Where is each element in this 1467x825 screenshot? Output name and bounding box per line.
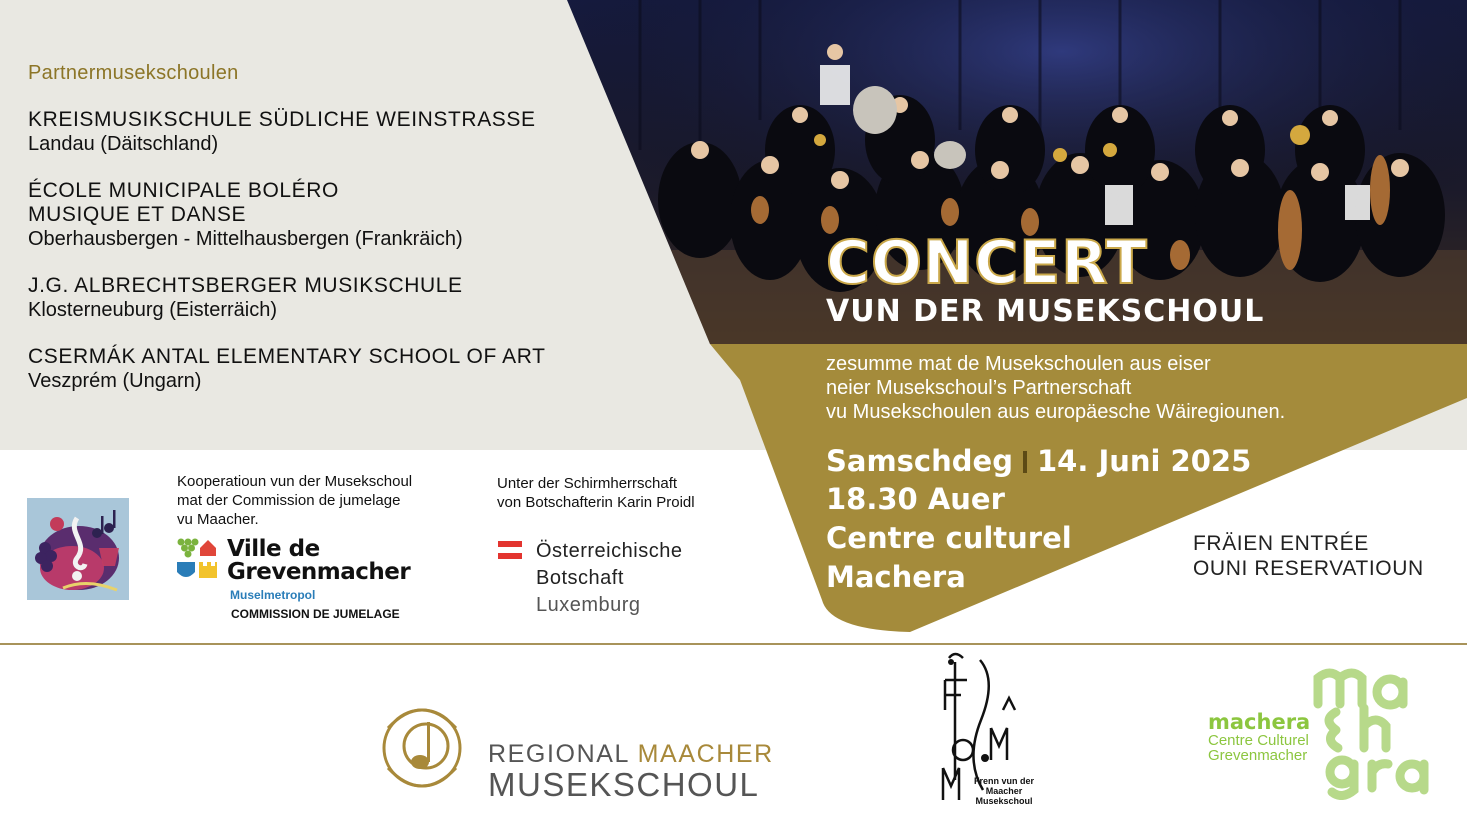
event-venue-name: Machera	[826, 560, 966, 594]
event-date	[826, 444, 1251, 478]
embassy-line: Botschaft	[536, 567, 624, 589]
partner-school	[28, 274, 608, 322]
patronage-line: Unter der Schirmherrschaft	[497, 475, 678, 492]
ville-name-line: Grevenmacher	[227, 559, 411, 585]
school-name: J.G. ALBRECHTSBERGER MUSIKSCHULE	[28, 274, 463, 297]
ffm-caption-line: Maacher	[985, 786, 1023, 796]
musekschoul-name-line2: MUSEKSCHOUL	[488, 766, 760, 803]
event-time: 18.30 Auer	[826, 482, 1005, 516]
cooperation-line: vu Maacher.	[177, 511, 259, 528]
cooperation-text	[177, 472, 412, 529]
free-entry-notice	[1193, 531, 1424, 581]
no-reservation-line: OUNI RESERVATIOUN	[1193, 557, 1424, 580]
grevenmacher-emblem-icon	[177, 538, 221, 582]
school-place: Klosterneuburg (Eisterräich)	[28, 299, 277, 321]
cooperation-line: Kooperatioun vun der Musekschoul	[177, 473, 413, 490]
date-separator	[1023, 451, 1027, 473]
school-place: Veszprém (Ungarn)	[28, 370, 202, 392]
musekschoul-name-line1	[488, 740, 774, 769]
ville-name-line: Ville de	[227, 536, 320, 562]
ffm-caption-line: Musekschoul	[975, 796, 1033, 806]
musekschoul-note-logo	[380, 688, 470, 806]
concert-title: CONCERT	[826, 228, 1148, 298]
concert-subtitle: VUN DER MUSEKSCHOUL	[826, 294, 1265, 329]
school-name: CSERMÁK ANTAL ELEMENTARY SCHOOL OF ART	[28, 345, 546, 368]
machera-wordmark	[1208, 712, 1310, 763]
embassy-line: Luxemburg	[536, 594, 641, 616]
patronage-line: von Botschafterin Karin Proidl	[497, 494, 695, 511]
rmm-word-gold: MAACHER	[637, 740, 774, 768]
ville-tagline: Muselmetropol	[230, 588, 316, 602]
ffm-caption-line: Frenn vun der	[973, 776, 1034, 786]
free-entry-line: FRÄIEN ENTRÉE	[1193, 532, 1369, 555]
ville-de-grevenmacher-logo	[177, 538, 437, 628]
description-line: zesumme mat de Musekschoulen aus eiser	[826, 353, 1211, 375]
machera-sub: Centre Culturel	[1208, 732, 1309, 749]
description-line: neier Musekschoul’s Partnerschaft	[826, 377, 1132, 399]
school-place: Landau (Däitschland)	[28, 133, 219, 155]
ville-name	[227, 538, 410, 584]
austria-flag-icon	[498, 541, 522, 559]
rmm-word: REGIONAL	[488, 740, 630, 768]
cooperation-line: mat der Commission de jumelage	[177, 492, 401, 509]
school-place: Oberhausbergen - Mittelhausbergen (Frankräich)	[28, 228, 463, 250]
partners-heading: Partnermusekschoulen	[28, 62, 239, 84]
patronage-text	[497, 474, 695, 512]
partner-schools-list	[28, 62, 608, 416]
partner-school	[28, 108, 608, 156]
event-venue: Centre culturel	[826, 521, 1072, 555]
embassy-line: Österreichische	[536, 540, 683, 562]
event-day: Samschdeg	[826, 444, 1013, 478]
machera-name: machera	[1208, 710, 1311, 734]
austrian-embassy-logo	[536, 538, 682, 619]
machera-sub: Grevenmacher	[1208, 747, 1308, 764]
event-date-value: 14. Juni 2025	[1036, 444, 1252, 478]
footer-divider	[0, 643, 1467, 645]
partner-school	[28, 179, 608, 251]
machera-logo	[1312, 664, 1434, 800]
partner-school	[28, 345, 608, 393]
description-line: vu Musekschoulen aus europäesche Wäiregiounen.	[826, 401, 1286, 423]
event-description	[826, 352, 1386, 424]
music-collage-logo	[27, 498, 129, 600]
ffm-caption	[972, 776, 1036, 806]
commission-label: COMMISSION DE JUMELAGE	[231, 607, 400, 621]
school-name: KREISMUSIKSCHULE SÜDLICHE WEINSTRASSE	[28, 108, 536, 131]
school-name: ÉCOLE MUNICIPALE BOLÉRO MUSIQUE ET DANSE	[28, 179, 339, 226]
